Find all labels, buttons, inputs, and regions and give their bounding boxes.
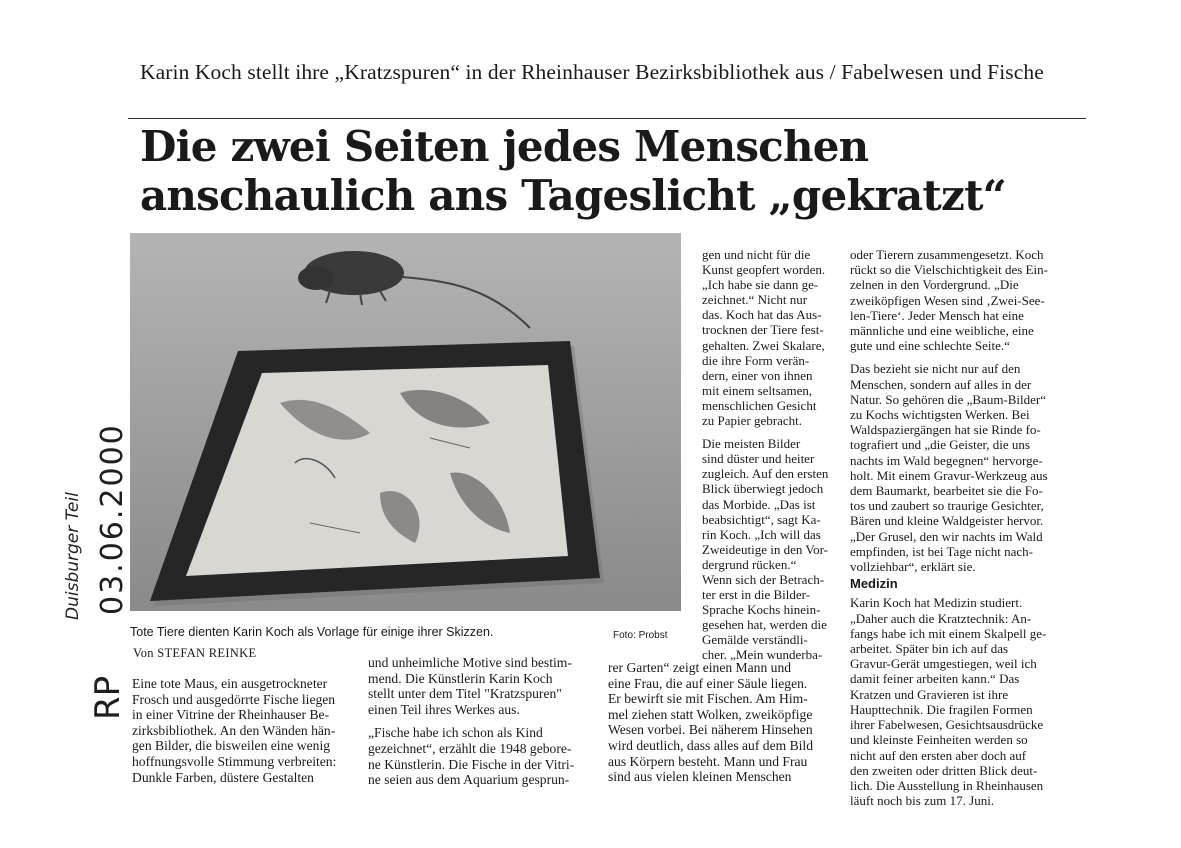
text-line: Dunkle Farben, düstere Gestalten (132, 769, 314, 785)
text-line: Das bezieht sie nicht nur auf den (850, 361, 1021, 377)
text-line: männliche und eine weibliche, eine (850, 323, 1034, 339)
article-headline (140, 122, 1090, 220)
text-line: mel ziehen statt Wolken, zweiköpfige (608, 706, 813, 722)
text-line: ne Künstlerin. Die Fische in der Vitri- (368, 756, 575, 772)
text-line: stellt unter dem Titel "Kratzspuren" (368, 686, 562, 702)
text-line: gesehen hat, werden die (702, 617, 827, 633)
text-line: zelnen in den Vordergrund. „Die (850, 277, 1019, 293)
headline-line-2: anschaulich ans Tageslicht „gekratzt“ (140, 171, 1007, 220)
text-line: läuft noch bis zum 17. Juni. (850, 793, 995, 809)
text-line: oder Tierern zusammengesetzt. Koch (850, 247, 1044, 262)
text-column-right-of-photo (702, 247, 842, 663)
handwritten-date: 03.06.2000 (95, 423, 130, 615)
column-2-lines (368, 655, 592, 788)
text-line: Haupttechnik. Die fragilen Formen (850, 701, 1033, 717)
text-line: aus Körpern besteht. Mann und Frau (608, 753, 808, 769)
text-line: Frosch und ausgedörrte Fische liegen (132, 691, 336, 707)
text-line: wird deutlich, dass alles auf dem Bild (608, 737, 813, 753)
handwritten-edition: Duisburger Teil (63, 492, 83, 620)
text-line: Er bewirft sie mit Fischen. Am Him- (608, 691, 808, 707)
text-column-2 (368, 655, 592, 788)
column-1-lines (132, 676, 357, 785)
text-line: tografiert und „die Geister, die uns (850, 437, 1030, 453)
text-line: Bären und kleine Waldgeister hervor. (850, 513, 1044, 529)
text-line: Gravur-Gerät umgestiegen, weil ich (850, 656, 1037, 672)
article-photo (130, 233, 681, 611)
text-line: holt. Mit einem Gravur-Werkzeug aus (850, 467, 1048, 483)
text-line: ter erst in die Bilder- (702, 587, 811, 603)
text-line: zeichnet.“ Nicht nur (702, 292, 808, 308)
text-line: nicht auf den ersten aber doch auf (850, 747, 1027, 763)
text-line: trocknen der Tiere fest- (702, 322, 824, 338)
far-right-lines-a (850, 247, 1082, 574)
handwritten-paper-mark: RP (88, 675, 128, 720)
text-line: Waldspaziergängen hat sie Rinde fo- (850, 422, 1041, 438)
text-line: zweiköpfigen Wesen sind ‚Zwei-See- (850, 292, 1045, 308)
text-column-1 (132, 676, 357, 785)
text-line: zu Kochs wichtigsten Werken. Bei (850, 407, 1030, 423)
text-line: gehalten. Zwei Skalare, (702, 337, 825, 353)
headline-line-1: Die zwei Seiten jedes Menschen (140, 122, 869, 171)
right-of-photo-lines (702, 247, 842, 663)
text-line: lich. Die Ausstellung in Rheinhausen (850, 777, 1044, 793)
text-line: das Morbide. „Das ist (702, 496, 816, 512)
text-line: mit einem seltsamen, (702, 382, 813, 398)
text-line: den zweiten oder dritten Blick deut- (850, 762, 1038, 778)
text-line: Natur. So gehören die „Baum-Bilder“ (850, 391, 1047, 407)
text-line: gezeichnet“, erzählt die 1948 gebore- (368, 740, 572, 756)
text-line: zu Papier gebracht. (702, 413, 802, 429)
text-line: Eine tote Maus, ein ausgetrockneter (132, 676, 328, 691)
text-line: das. Koch hat das Aus- (702, 307, 822, 323)
text-line: Wesen vorbei. Bei näherem Hinsehen (608, 722, 813, 738)
text-line: und unheimliche Motive sind bestim- (368, 655, 572, 670)
text-line: zugleich. Auf den ersten (702, 466, 829, 482)
text-line: rer Garten“ zeigt einen Mann und (608, 660, 792, 675)
text-line: Menschen, sondern auf alles in der (850, 376, 1032, 392)
text-line: damit feiner arbeiten kann.“ Das (850, 671, 1020, 687)
text-line: Kunst geopfert worden. (702, 262, 826, 278)
text-line: vollziehbar“, erklärt sie. (850, 559, 976, 575)
text-line: tos und zaubert so traurige Gesichter, (850, 498, 1044, 514)
text-line: Gemälde verständli- (702, 632, 808, 648)
text-line: „Ich habe sie dann ge- (702, 277, 819, 293)
text-line: in einer Vitrine der Rheinhauser Be- (132, 707, 330, 723)
text-line: ihrer Fabelwesen, Gesichtsausdrücke (850, 717, 1044, 733)
column-3-lines (608, 660, 834, 785)
text-line: eine Frau, die auf einer Säule liegen. (608, 675, 808, 691)
text-line: empfinden, ist bei Tage nicht nach- (850, 543, 1033, 559)
text-line: Karin Koch hat Medizin studiert. (850, 595, 1023, 611)
text-line: Blick überwiegt jedoch (702, 481, 824, 497)
text-line: „Daher auch die Kratztechnik: An- (850, 610, 1032, 626)
byline: Von STEFAN REINKE (133, 646, 257, 660)
text-line: dern, einer von ihnen (702, 367, 813, 383)
kicker-rule (128, 118, 1086, 119)
text-line: sind aus vielen kleinen Menschen (608, 769, 792, 785)
photo-caption: Tote Tiere dienten Karin Koch als Vorlage für einige ihrer Skizzen. (130, 625, 494, 639)
text-line: arbeitet. Später bin ich auf das (850, 641, 1009, 657)
text-line: „Fische habe ich schon als Kind (368, 725, 543, 741)
text-line: Zweideutige in den Vor- (702, 541, 828, 557)
text-line: Die meisten Bilder (702, 436, 801, 452)
text-line: Kratzen und Gravieren ist ihre (850, 686, 1009, 702)
text-line: ne seien aus dem Aquarium gesprun- (368, 772, 570, 788)
photo-credit: Foto: Probst (613, 630, 668, 641)
text-line: cher. „Mein wunderba- (702, 647, 823, 663)
text-line: gen Bilder, die bisweilen eine wenig (132, 738, 331, 754)
text-line: „Der Grusel, den wir nachts im Wald (850, 528, 1043, 544)
text-line: mend. Die Künstlerin Karin Koch (368, 670, 553, 686)
text-line: fangs habe ich mit einem Skalpell ge- (850, 625, 1047, 641)
text-line: beabsichtigt“, sagt Ka- (702, 511, 821, 527)
text-line: nachts im Wald begegnen“ hervorge- (850, 452, 1043, 468)
text-line: len-Tiere‘. Jeder Mensch hat eine (850, 307, 1024, 323)
text-line: die ihre Form verän- (702, 352, 810, 368)
text-line: zirksbibliothek. An den Wänden hän- (132, 722, 336, 738)
text-line: und kleinste Feinheiten werden so (850, 732, 1028, 748)
text-line: gen und nicht für die (702, 247, 811, 262)
text-line: gute und eine schlechte Seite.“ (850, 338, 1010, 354)
text-line: einen Teil ihres Werkes aus. (368, 701, 520, 717)
far-right-lines-b (850, 595, 1082, 808)
text-line: dem Baumarkt, bearbeitet sie die Fo- (850, 483, 1043, 499)
text-column-3 (608, 660, 834, 785)
article-kicker: Karin Koch stellt ihre „Kratzspuren“ in der Rheinhauser Bezirksbibliothek aus / Fabelwesen und Fische (140, 60, 1044, 84)
subheading-medizin: Medizin (850, 576, 898, 592)
text-line: rückt so die Vielschichtigkeit des Ein- (850, 262, 1048, 278)
text-line: Sprache Kochs hinein- (702, 602, 821, 618)
text-line: menschlichen Gesicht (702, 397, 817, 413)
text-line: rin Koch. „Ich will das (702, 526, 821, 542)
text-line: dergrund rücken.“ (702, 556, 797, 572)
photo-illustration (130, 233, 681, 611)
text-line: Wenn sich der Betrach- (702, 571, 825, 587)
text-line: hoffnungsvolle Stimmung verbreiten: (132, 753, 337, 769)
text-line: sind düster und heiter (702, 451, 815, 467)
text-column-far-right (850, 247, 1082, 808)
